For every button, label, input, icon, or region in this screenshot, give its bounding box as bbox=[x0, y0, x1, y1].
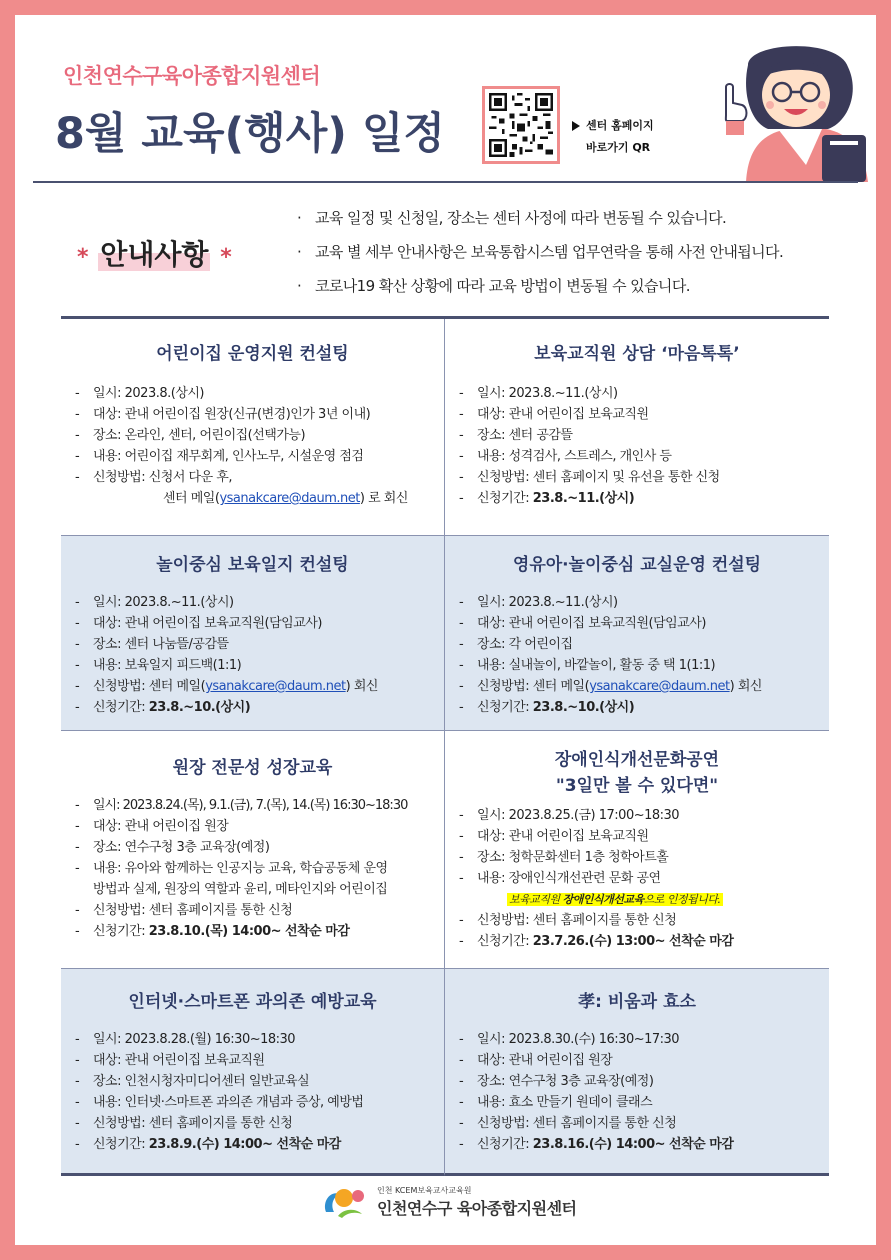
footer-logo bbox=[320, 1182, 580, 1230]
teacher-mascot-icon bbox=[698, 37, 876, 182]
program-card-director-training bbox=[61, 731, 445, 969]
period-value: 23.8.~10.(상시) bbox=[148, 700, 251, 715]
detail-item-continued: 방법과 실제, 원장의 역할과 윤리, 메타인지와 어린이집 bbox=[93, 882, 388, 897]
program-title: 인터넷·스마트폰 과의존 예방교육 bbox=[128, 992, 377, 1012]
program-title bbox=[455, 747, 819, 799]
program-card-enzyme-class bbox=[445, 969, 829, 1176]
detail-item: - 장소: 각 어린이집 bbox=[455, 634, 819, 655]
detail-item: - 일시: 2023.8.~11.(상시) bbox=[71, 592, 434, 613]
period-value: 23.8.~11.(상시) bbox=[532, 491, 635, 506]
star-icon: * bbox=[220, 245, 232, 270]
detail-item: - 신청방법: 센터 홈페이지를 통한 신청 bbox=[71, 1113, 434, 1134]
detail-item: - 대상: 관내 어린이집 보육교직원 bbox=[71, 1050, 434, 1071]
program-details bbox=[455, 592, 819, 718]
detail-item: - 내용: 유아와 함께하는 인공지능 교육, 학습공동체 운영 bbox=[71, 858, 434, 879]
detail-item: - 내용: 장애인식개선관련 문화 공연 bbox=[455, 868, 819, 889]
detail-item bbox=[71, 921, 434, 942]
program-card-operation-consulting bbox=[61, 319, 445, 536]
program-details bbox=[71, 592, 434, 718]
detail-item: - 대상: 관내 어린이집 보육교직원(담임교사) bbox=[455, 613, 819, 634]
star-icon: * bbox=[77, 245, 89, 270]
highlight-note bbox=[507, 893, 723, 906]
detail-item bbox=[455, 1134, 819, 1155]
detail-item: - 일시: 2023.8.(상시) bbox=[71, 383, 434, 404]
program-details bbox=[71, 1029, 434, 1155]
detail-item bbox=[71, 697, 434, 718]
footer-center-name: 인천연수구 육아종합지원센터 bbox=[377, 1199, 577, 1218]
detail-item: - 일시: 2023.8.~11.(상시) bbox=[455, 592, 819, 613]
period-value: 23.8.9.(수) 14:00~ 선착순 마감 bbox=[148, 1137, 341, 1152]
program-card-daily-log-consulting bbox=[61, 536, 445, 731]
flyer-page bbox=[15, 15, 876, 1245]
detail-item: - 내용: 인터넷·스마트폰 과의존 개념과 증상, 예방법 bbox=[71, 1092, 434, 1113]
notice-label bbox=[77, 233, 232, 273]
program-grid bbox=[61, 316, 829, 1176]
detail-item: - 신청방법: 센터 홈페이지를 통한 신청 bbox=[71, 900, 434, 921]
program-title: 어린이집 운영지원 컨설팅 bbox=[156, 344, 349, 364]
detail-item: - 일시: 2023.8.24.(목), 9.1.(금), 7.(목), 14.(목) 16:30~18:30 bbox=[71, 795, 434, 816]
detail-item: - 내용: 보육일지 피드백(1:1) bbox=[71, 655, 434, 676]
page-title: 8월 교육(행사) 일정 bbox=[55, 109, 445, 159]
notice-item bbox=[297, 201, 857, 235]
detail-text: 신청기간: bbox=[477, 491, 533, 506]
program-details bbox=[455, 1029, 819, 1155]
detail-item: - 신청방법: 센터 홈페이지를 통한 신청 bbox=[455, 1113, 819, 1134]
program-details bbox=[71, 795, 434, 942]
detail-text: 신청기간: bbox=[477, 700, 533, 715]
detail-item: - 장소: 청학문화센터 1층 청학아트홀 bbox=[455, 847, 819, 868]
recognition-note bbox=[455, 889, 819, 910]
detail-item: - 장소: 연수구청 3층 교육장(예정) bbox=[455, 1071, 819, 1092]
period-value: 23.7.26.(수) 13:00~ 선착순 마감 bbox=[532, 934, 734, 949]
detail-item: - 장소: 연수구청 3층 교육장(예정) bbox=[71, 837, 434, 858]
program-title: 孝: 비움과 효소 bbox=[578, 992, 696, 1012]
notice-item bbox=[297, 235, 857, 269]
notice-label-text: 안내사항 bbox=[100, 238, 209, 271]
period-value: 23.8.16.(수) 14:00~ 선착순 마감 bbox=[532, 1137, 734, 1152]
bullet-icon: · bbox=[297, 277, 302, 295]
header-divider bbox=[33, 181, 858, 183]
detail-text: ) 회신 bbox=[729, 679, 762, 694]
program-row bbox=[61, 731, 829, 969]
detail-item: - 내용: 성격검사, 스트레스, 개인사 등 bbox=[455, 446, 819, 467]
detail-item-continued bbox=[71, 488, 434, 509]
detail-item bbox=[455, 488, 819, 509]
note-text: 으로 인정됩니다. bbox=[643, 893, 721, 906]
qr-caption-line1: 센터 홈페이지 bbox=[586, 119, 654, 132]
detail-item: - 대상: 관내 어린이집 보육교직원(담임교사) bbox=[71, 613, 434, 634]
detail-item: - 일시: 2023.8.28.(월) 16:30~18:30 bbox=[71, 1029, 434, 1050]
detail-item: - 장소: 인천시청자미디어센터 일반교육실 bbox=[71, 1071, 434, 1092]
detail-item bbox=[455, 931, 819, 952]
program-row bbox=[61, 319, 829, 536]
program-details bbox=[455, 805, 819, 952]
detail-item: - 대상: 관내 어린이집 원장(신규(변경)인가 3년 이내) bbox=[71, 404, 434, 425]
detail-text: ) 회신 bbox=[345, 679, 378, 694]
program-details bbox=[455, 383, 819, 509]
note-text-bold: 장애인식개선교육 bbox=[562, 893, 644, 906]
email-link[interactable]: ysanakcare@daum.net bbox=[219, 491, 360, 506]
program-title-line2: "3일만 볼 수 있다면" bbox=[555, 776, 719, 796]
detail-item: - 대상: 관내 어린이집 원장 bbox=[71, 816, 434, 837]
program-card-internet-addiction bbox=[61, 969, 445, 1176]
notice-list bbox=[297, 201, 857, 303]
detail-item: - 장소: 온라인, 센터, 어린이집(선택가능) bbox=[71, 425, 434, 446]
detail-text: ) 로 회신 bbox=[359, 491, 408, 506]
detail-item: - 내용: 효소 만들기 원데이 클래스 bbox=[455, 1092, 819, 1113]
email-link[interactable]: ysanakcare@daum.net bbox=[589, 679, 730, 694]
program-row bbox=[61, 536, 829, 731]
detail-item: - 신청방법: 센터 홈페이지 및 유선을 통한 신청 bbox=[455, 467, 819, 488]
detail-item: - 신청방법: 센터 홈페이지를 통한 신청 bbox=[455, 910, 819, 931]
notice-item bbox=[297, 269, 857, 303]
note-text: 보육교직원 bbox=[509, 893, 563, 906]
detail-item: - 장소: 센터 공감뜰 bbox=[455, 425, 819, 446]
qr-code-icon bbox=[489, 93, 553, 157]
detail-text: 신청방법: 센터 메일( bbox=[477, 679, 590, 694]
detail-item bbox=[455, 676, 819, 697]
detail-item: - 대상: 관내 어린이집 원장 bbox=[455, 1050, 819, 1071]
qr-caption-line2: 바로가기 QR bbox=[586, 141, 651, 154]
detail-text: 신청기간: bbox=[93, 1137, 149, 1152]
detail-item: - 신청방법: 신청서 다운 후, bbox=[71, 467, 434, 488]
detail-item: - 내용: 실내놀이, 바깥놀이, 활동 중 택 1(1:1) bbox=[455, 655, 819, 676]
program-row bbox=[61, 969, 829, 1176]
period-value: 23.8.~10.(상시) bbox=[532, 700, 635, 715]
period-value: 23.8.10.(목) 14:00~ 선착순 마감 bbox=[148, 924, 350, 939]
detail-text: 신청기간: bbox=[477, 1137, 533, 1152]
email-link[interactable]: ysanakcare@daum.net bbox=[205, 679, 346, 694]
notice-text: 교육 별 세부 안내사항은 보육통합시스템 업무연락을 통해 사전 안내됩니다. bbox=[315, 243, 784, 261]
program-title: 원장 전문성 성장교육 bbox=[172, 758, 333, 778]
detail-text: 신청방법: 센터 메일( bbox=[93, 679, 206, 694]
play-triangle-icon bbox=[572, 121, 580, 131]
detail-item bbox=[71, 1134, 434, 1155]
detail-item bbox=[71, 676, 434, 697]
detail-text: 신청기간: bbox=[93, 700, 149, 715]
detail-item: - 대상: 관내 어린이집 보육교직원 bbox=[455, 826, 819, 847]
program-card-disability-performance bbox=[445, 731, 829, 969]
bullet-icon: · bbox=[297, 209, 302, 227]
footer-small-text: 인천 KCEM보육교사교육원 bbox=[377, 1186, 472, 1195]
program-details bbox=[71, 383, 434, 509]
detail-item: - 대상: 관내 어린이집 보육교직원 bbox=[455, 404, 819, 425]
detail-item: - 일시: 2023.8.25.(금) 17:00~18:30 bbox=[455, 805, 819, 826]
qr-caption bbox=[572, 115, 654, 159]
org-name: 인천연수구육아종합지원센터 bbox=[63, 64, 321, 88]
detail-item: - 장소: 센터 나눔뜰/공감뜰 bbox=[71, 634, 434, 655]
program-card-classroom-consulting bbox=[445, 536, 829, 731]
detail-text: 신청기간: bbox=[93, 924, 149, 939]
bullet-icon: · bbox=[297, 243, 302, 261]
detail-item bbox=[455, 697, 819, 718]
program-title: 영유아·놀이중심 교실운영 컨설팅 bbox=[512, 555, 762, 575]
qr-code[interactable] bbox=[482, 86, 560, 164]
program-title-line1: 장애인식개선문화공연 bbox=[554, 750, 720, 770]
center-logo-icon bbox=[320, 1182, 368, 1222]
notice-text: 코로나19 확산 상황에 따라 교육 방법이 변동될 수 있습니다. bbox=[315, 277, 690, 295]
program-title: 놀이중심 보육일지 컨설팅 bbox=[156, 555, 349, 575]
program-card-counseling bbox=[445, 319, 829, 536]
program-title: 보육교직원 상담 ‘마음톡톡’ bbox=[534, 344, 740, 364]
detail-item: - 내용: 어린이집 재무회계, 인사노무, 시설운영 점검 bbox=[71, 446, 434, 467]
detail-item: - 일시: 2023.8.~11.(상시) bbox=[455, 383, 819, 404]
detail-item: - 일시: 2023.8.30.(수) 16:30~17:30 bbox=[455, 1029, 819, 1050]
notice-text: 교육 일정 및 신청일, 장소는 센터 사정에 따라 변동될 수 있습니다. bbox=[315, 209, 727, 227]
detail-text: 신청기간: bbox=[477, 934, 533, 949]
detail-text: 센터 메일( bbox=[163, 491, 220, 506]
